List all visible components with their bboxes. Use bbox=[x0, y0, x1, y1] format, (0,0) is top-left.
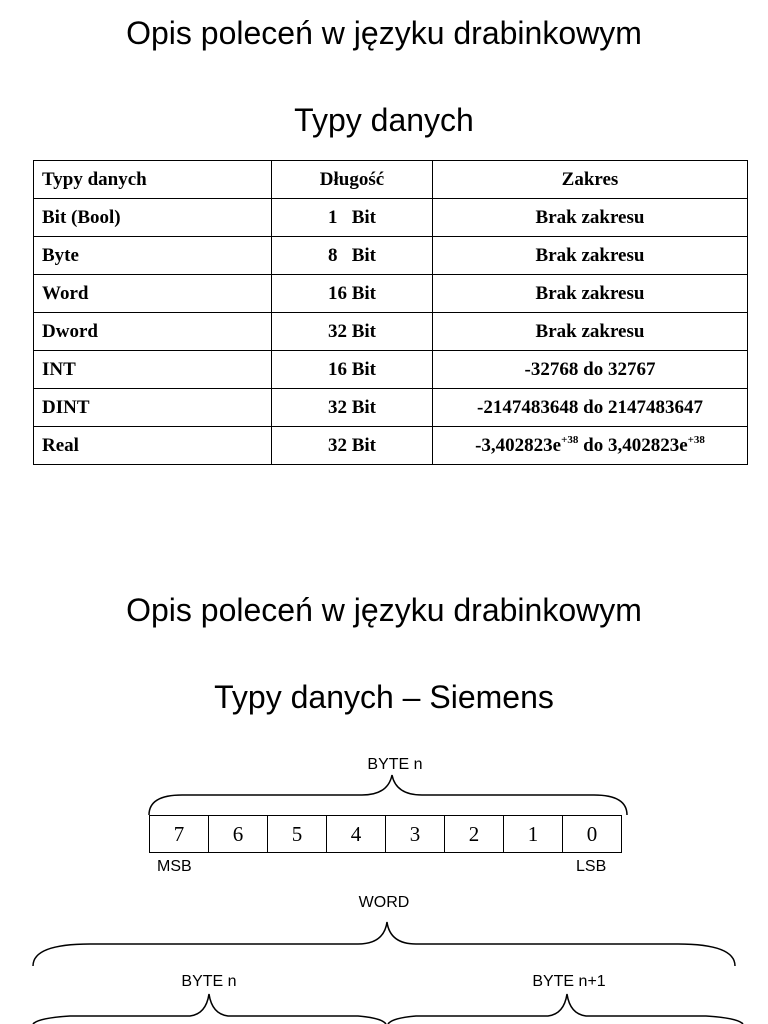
table-row bbox=[34, 199, 748, 237]
table-row bbox=[34, 351, 748, 389]
cell-range: Brak zakresu bbox=[433, 237, 748, 275]
lsb-label: LSB bbox=[576, 858, 607, 875]
slide1-subtitle: Typy danych bbox=[294, 102, 474, 138]
cell-type: Word bbox=[34, 275, 272, 313]
bit-cell: 4 bbox=[326, 815, 386, 853]
range-part-a: -3,402823e bbox=[475, 434, 562, 456]
range-exp-a: +38 bbox=[561, 433, 579, 446]
cell-length: 8 Bit bbox=[272, 237, 433, 275]
byte-brace bbox=[149, 775, 627, 815]
table-row bbox=[34, 427, 748, 465]
cell-range: -32768 do 32767 bbox=[433, 351, 748, 389]
cell-range: Brak zakresu bbox=[433, 199, 748, 237]
cell-type: Dword bbox=[34, 313, 272, 351]
bit-cell: 7 bbox=[149, 815, 209, 853]
byte-n1-brace bbox=[388, 994, 743, 1024]
table-row bbox=[34, 313, 748, 351]
cell-type: DINT bbox=[34, 389, 272, 427]
bit-row bbox=[149, 815, 622, 853]
cell-type: Byte bbox=[34, 237, 272, 275]
word-byte-n1-label: BYTE n+1 bbox=[532, 973, 606, 990]
table-header-row bbox=[34, 161, 748, 199]
cell-type: Real bbox=[34, 427, 272, 465]
cell-range bbox=[433, 427, 748, 465]
cell-length: 16 Bit bbox=[272, 351, 433, 389]
cell-length: 1 Bit bbox=[272, 199, 433, 237]
byte-n-brace bbox=[33, 994, 386, 1024]
bit-cell: 6 bbox=[208, 815, 268, 853]
header-type: Typy danych bbox=[34, 161, 272, 199]
bit-cell: 5 bbox=[267, 815, 327, 853]
table-row bbox=[34, 389, 748, 427]
range-part-mid: do 3,402823e bbox=[578, 434, 688, 456]
cell-range: Brak zakresu bbox=[433, 275, 748, 313]
table-row bbox=[34, 237, 748, 275]
bit-cell: 1 bbox=[503, 815, 563, 853]
cell-range: -2147483648 do 2147483647 bbox=[433, 389, 748, 427]
cell-length: 16 Bit bbox=[272, 275, 433, 313]
word-byte-n-label: BYTE n bbox=[181, 973, 237, 990]
slide2-title: Opis poleceń w języku drabinkowym bbox=[126, 592, 642, 628]
cell-length: 32 Bit bbox=[272, 313, 433, 351]
bit-cell: 2 bbox=[444, 815, 504, 853]
word-label: WORD bbox=[358, 894, 410, 911]
cell-type: INT bbox=[34, 351, 272, 389]
msb-label: MSB bbox=[157, 858, 192, 875]
bit-cell: 0 bbox=[562, 815, 622, 853]
word-brace bbox=[33, 922, 735, 966]
slide1-title: Opis poleceń w języku drabinkowym bbox=[126, 15, 642, 51]
header-range: Zakres bbox=[433, 161, 748, 199]
cell-length: 32 Bit bbox=[272, 427, 433, 465]
byte-n-label: BYTE n bbox=[367, 756, 423, 773]
cell-length: 32 Bit bbox=[272, 389, 433, 427]
bit-cell: 3 bbox=[385, 815, 445, 853]
table-row bbox=[34, 275, 748, 313]
header-length: Długość bbox=[272, 161, 433, 199]
data-types-table bbox=[33, 160, 748, 465]
cell-type: Bit (Bool) bbox=[34, 199, 272, 237]
cell-range: Brak zakresu bbox=[433, 313, 748, 351]
slide2-subtitle: Typy danych – Siemens bbox=[214, 679, 554, 715]
range-exp-b: +38 bbox=[687, 433, 705, 446]
